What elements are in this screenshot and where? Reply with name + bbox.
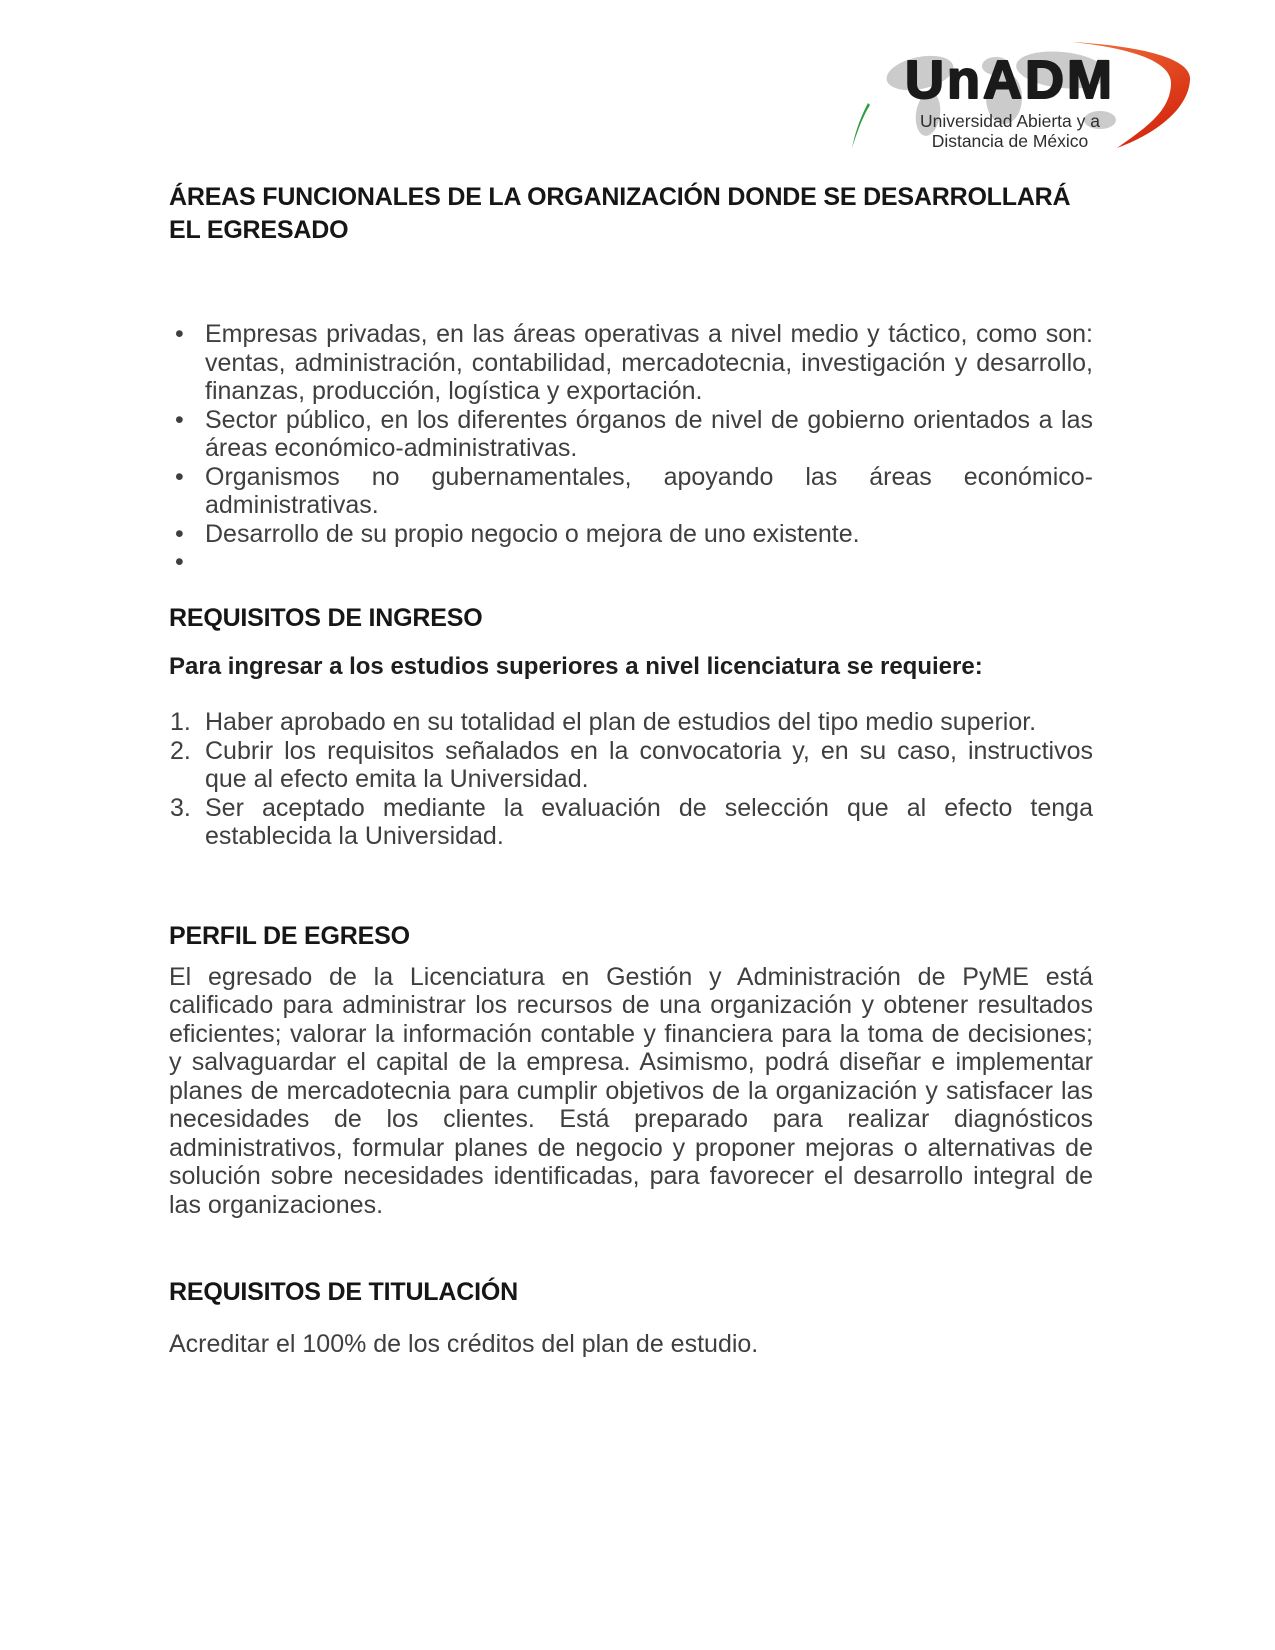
bullet-text: Empresas privadas, en las áreas operativas a nivel medio y táctico, como son: ventas, administración, contabilidad, mercadotecnia, investigación y desarrollo, finanzas, producción, logística y exportación. — [205, 320, 1093, 405]
logo-subtitle-line2: Distancia de México — [931, 131, 1089, 151]
list-item — [169, 520, 1093, 549]
item-text: Ser aceptado mediante la evaluación de selección que al efecto tenga establecida la Universidad. — [205, 793, 1093, 850]
bullet-icon: • — [175, 548, 184, 576]
bullet-icon: • — [175, 519, 184, 548]
item-number: 2. — [170, 736, 191, 765]
logo-subtitle-line1: Universidad Abierta y a — [920, 111, 1100, 131]
list-item — [169, 737, 1093, 794]
admission-intro: Para ingresar a los estudios superiores a nivel licenciatura se requiere: — [169, 652, 983, 680]
section-heading-admission: REQUISITOS DE INGRESO — [169, 603, 483, 632]
bullet-text: Organismos no gubernamentales, apoyando las áreas económico-administrativas. — [205, 462, 1093, 519]
list-item — [169, 463, 1093, 520]
item-text: Haber aprobado en su totalidad el plan de estudios del tipo medio superior. — [205, 708, 1037, 736]
item-text: Cubrir los requisitos señalados en la convocatoria y, en su caso, instructivos que al efecto emita la Universidad. — [205, 736, 1093, 793]
bullet-icon: • — [175, 462, 184, 491]
list-item — [169, 708, 1093, 737]
item-number: 3. — [170, 793, 191, 822]
page-title: ÁREAS FUNCIONALES DE LA ORGANIZACIÓN DONDE SE DESARROLLARÁ EL EGRESADO — [169, 183, 1071, 244]
document-content — [169, 0, 1093, 1359]
list-item — [169, 548, 1093, 577]
item-number: 1. — [170, 708, 191, 736]
list-item — [169, 406, 1093, 463]
logo-wordmark: UnADM — [905, 50, 1115, 110]
bullet-icon: • — [175, 405, 184, 434]
list-item — [169, 320, 1093, 406]
section-heading-profile: PERFIL DE EGRESO — [169, 921, 410, 950]
profile-paragraph: El egresado de la Licenciatura en Gestión y Administración de PyME está calificado para administrar los recursos de una organización y obtener resultados eficientes; valorar la información contable y financiera para la toma de decisiones; y salvaguardar el capital de la empresa. Asimismo, podrá diseñar e implementar planes de mercadotecnia para cumplir objetivos de la organización y satisfacer las necesidades de los clientes. Está preparado para realizar diagnósticos administrativos, formular planes de negocio y proponer mejoras o alternativas de solución sobre necesidades identificadas, para favorecer el desarrollo integral de las organizaciones. — [169, 962, 1093, 1219]
bullet-text: Desarrollo de su propio negocio o mejora de uno existente. — [205, 519, 860, 548]
functional-areas-list — [169, 320, 1093, 577]
degree-requirement-text: Acreditar el 100% de los créditos del plan de estudio. — [169, 1330, 759, 1358]
admission-requirements-list — [169, 708, 1093, 851]
list-item — [169, 794, 1093, 851]
bullet-text: Sector público, en los diferentes órganos de nivel de gobierno orientados a las áreas económico-administrativas. — [205, 405, 1093, 462]
bullet-icon: • — [175, 320, 184, 348]
section-heading-degree: REQUISITOS DE TITULACIÓN — [169, 1278, 518, 1306]
